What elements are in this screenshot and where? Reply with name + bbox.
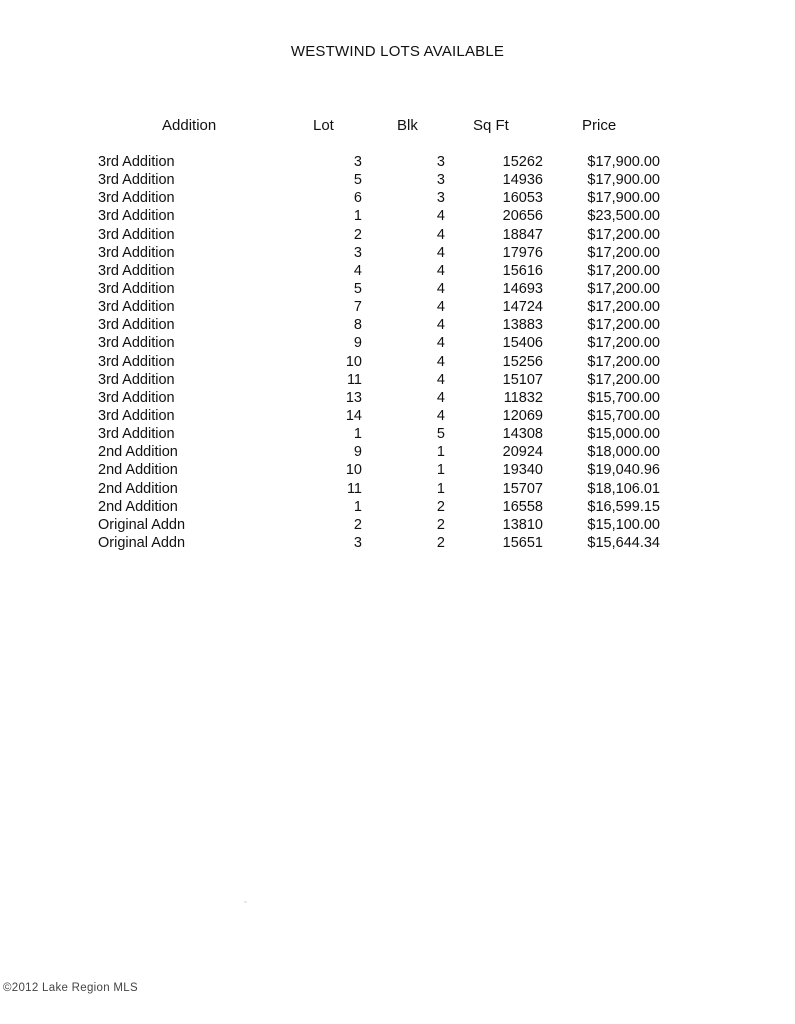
cell-price: $17,200.00 [587,280,660,297]
cell-blk: 4 [436,407,445,424]
table-row [0,153,795,171]
cell-sqft: 17976 [502,244,543,261]
cell-addition: 3rd Addition [98,353,175,370]
cell-blk: 4 [436,299,445,316]
cell-sqft: 16558 [502,498,543,515]
cell-sqft: 20656 [502,208,543,225]
cell-blk: 5 [436,426,445,443]
cell-price: $17,900.00 [587,172,660,189]
cell-sqft: 15256 [502,353,543,370]
cell-blk: 1 [436,444,445,461]
page-title: WESTWIND LOTS AVAILABLE [290,43,505,60]
cell-addition: 3rd Addition [98,407,175,424]
table-row [0,262,795,280]
cell-blk: 4 [436,244,445,261]
cell-price: $18,000.00 [587,444,660,461]
table-row [0,244,795,262]
cell-blk: 4 [436,208,445,225]
cell-price: $17,200.00 [587,317,660,334]
cell-lot: 10 [345,462,362,479]
cell-sqft: 15616 [502,262,543,279]
table-row [0,298,795,316]
table-row [0,280,795,298]
cell-lot: 3 [353,534,362,551]
cell-price: $17,200.00 [587,226,660,243]
table-row [0,207,795,225]
cell-lot: 10 [345,353,362,370]
cell-blk: 4 [436,262,445,279]
cell-price: $16,599.15 [587,498,660,515]
cell-blk: 4 [436,226,445,243]
table-row [0,516,795,534]
cell-lot: 13 [345,389,362,406]
header-blk: Blk [397,117,418,134]
cell-price: $23,500.00 [587,208,660,225]
cell-addition: 3rd Addition [98,317,175,334]
cell-blk: 3 [436,190,445,207]
cell-addition: 3rd Addition [98,426,175,443]
cell-addition: 3rd Addition [98,389,175,406]
cell-addition: 3rd Addition [98,154,175,170]
table-row [0,407,795,425]
cell-lot: 1 [353,426,362,443]
cell-price: $19,040.96 [587,462,660,479]
cell-price: $15,700.00 [587,389,660,406]
cell-lot: 2 [353,226,362,243]
cell-sqft: 14724 [502,299,543,316]
cell-lot: 2 [353,516,362,533]
cell-blk: 4 [436,280,445,297]
cell-addition: 3rd Addition [98,172,175,189]
cell-price: $17,200.00 [587,244,660,261]
cell-price: $17,200.00 [587,353,660,370]
cell-addition: 2nd Addition [98,480,178,497]
cell-sqft: 15107 [502,371,543,388]
cell-lot: 6 [353,190,362,207]
table-row [0,353,795,371]
cell-blk: 4 [436,371,445,388]
cell-lot: 9 [353,335,362,352]
table-row [0,534,795,552]
cell-addition: 3rd Addition [98,226,175,243]
table-row [0,498,795,516]
cell-blk: 1 [436,480,445,497]
cell-addition: Original Addn [98,516,186,533]
cell-lot: 4 [353,262,362,279]
cell-sqft: 12069 [502,407,543,424]
cell-addition: 2nd Addition [98,444,178,461]
cell-blk: 1 [436,462,445,479]
cell-addition: 2nd Addition [98,462,178,479]
cell-lot: 11 [346,480,362,497]
cell-lot: 5 [353,172,362,189]
cell-blk: 4 [436,335,445,352]
cell-price: $15,644.34 [587,534,660,551]
table-row [0,443,795,461]
cell-price: $17,200.00 [587,299,660,316]
cell-addition: 3rd Addition [98,190,175,207]
cell-lot: 11 [346,371,362,388]
cell-sqft: 18847 [502,226,543,243]
cell-lot: 1 [353,498,362,515]
cell-sqft: 13810 [502,516,543,533]
cell-lot: 5 [353,280,362,297]
cell-sqft: 15707 [502,480,543,497]
header-sqft: Sq Ft [473,117,509,134]
cell-lot: 14 [345,407,362,424]
cell-lot: 9 [353,444,362,461]
table-row [0,316,795,334]
header-addition: Addition [162,117,217,134]
cell-addition: 3rd Addition [98,299,175,316]
cell-price: $18,106.01 [587,480,660,497]
lots-table [0,153,795,552]
cell-sqft: 13883 [502,317,543,334]
cell-addition: 3rd Addition [98,244,175,261]
cell-addition: 3rd Addition [98,335,175,352]
table-row [0,226,795,244]
cell-sqft: 14936 [502,172,543,189]
table-row [0,371,795,389]
cell-addition: 3rd Addition [98,371,175,388]
cell-sqft: 19340 [502,462,543,479]
table-row [0,189,795,207]
cell-sqft: 15262 [502,154,543,170]
cell-price: $17,200.00 [587,335,660,352]
cell-blk: 4 [436,317,445,334]
table-row [0,334,795,352]
cell-price: $17,900.00 [587,190,660,207]
table-row [0,171,795,189]
header-price: Price [582,117,617,134]
cell-lot: 8 [353,317,362,334]
cell-price: $17,200.00 [587,371,660,388]
cell-blk: 2 [436,516,445,533]
cell-sqft: 14693 [502,280,543,297]
cell-price: $17,200.00 [587,262,660,279]
table-row [0,461,795,479]
cell-addition: 3rd Addition [98,208,175,225]
cell-price: $15,100.00 [587,516,660,533]
header-lot: Lot [313,117,334,134]
cell-blk: 3 [436,154,445,170]
table-row [0,389,795,407]
cell-addition: 2nd Addition [98,498,178,515]
cell-lot: 3 [353,154,362,170]
cell-blk: 4 [436,389,445,406]
cell-addition: 3rd Addition [98,262,175,279]
scan-speck [244,901,247,903]
cell-lot: 3 [353,244,362,261]
table-row [0,480,795,498]
cell-price: $15,000.00 [587,426,660,443]
cell-price: $17,900.00 [587,154,660,170]
cell-addition: Original Addn [98,534,186,551]
cell-sqft: 14308 [502,426,543,443]
table-row [0,425,795,443]
cell-addition: 3rd Addition [98,280,175,297]
cell-blk: 2 [436,534,445,551]
cell-price: $15,700.00 [587,407,660,424]
cell-lot: 7 [353,299,362,316]
cell-blk: 2 [436,498,445,515]
copyright-watermark: ©2012 Lake Region MLS [3,982,138,994]
cell-blk: 4 [436,353,445,370]
cell-sqft: 16053 [502,190,543,207]
cell-blk: 3 [436,172,445,189]
cell-sqft: 15651 [502,534,543,551]
cell-sqft: 20924 [502,444,543,461]
cell-lot: 1 [353,208,362,225]
cell-sqft: 15406 [502,335,543,352]
cell-sqft: 11832 [503,389,543,406]
